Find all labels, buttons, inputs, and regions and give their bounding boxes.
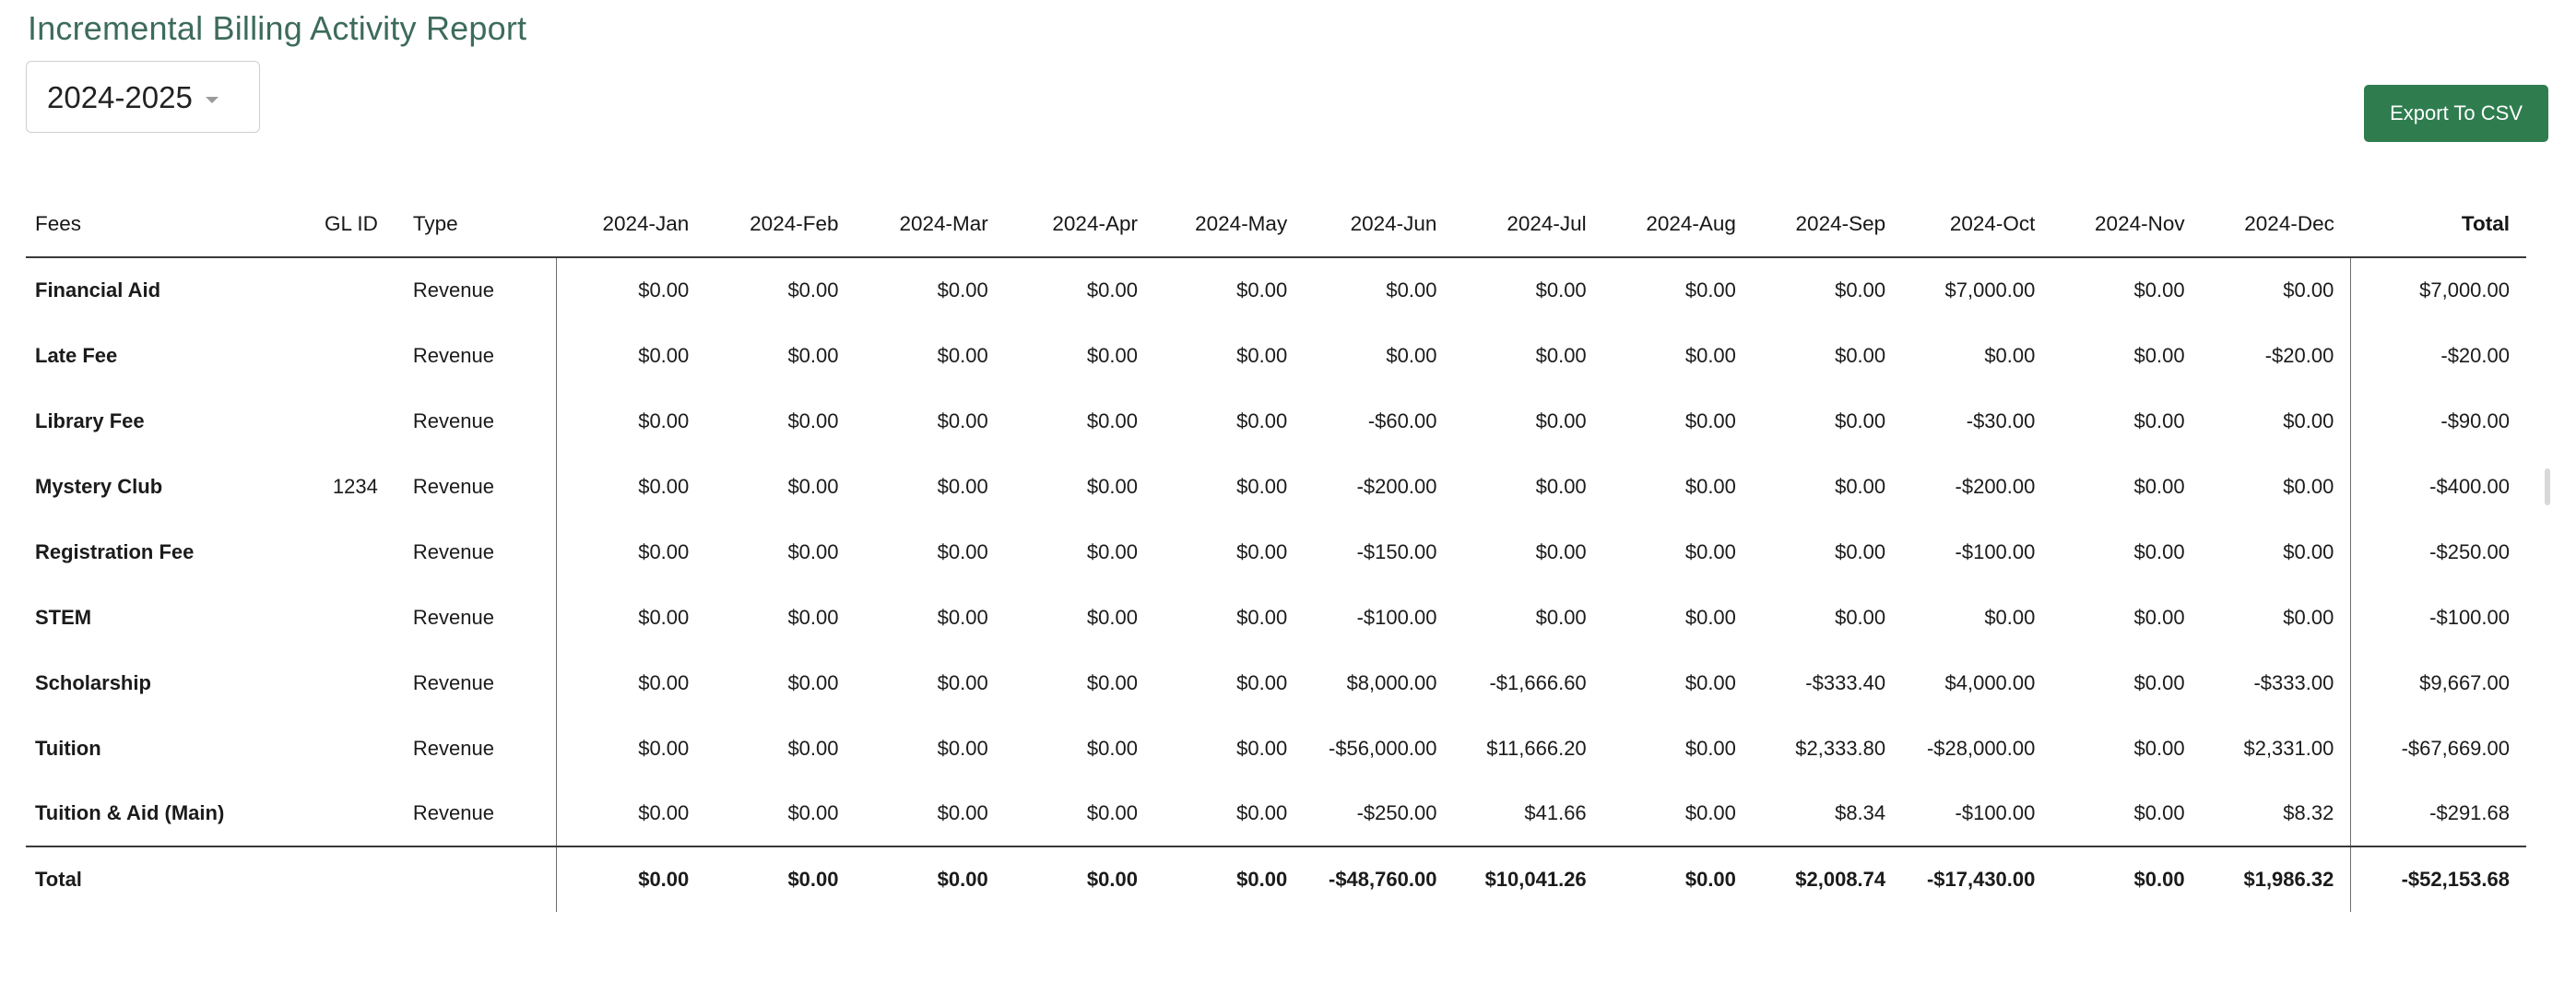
- cell-row-total: $9,667.00: [2351, 650, 2526, 716]
- cell-2024-dec: $8.32: [2283, 801, 2334, 824]
- table-footer: [26, 846, 2526, 912]
- col-header-fees[interactable]: Fees: [26, 192, 310, 257]
- cell-2024-apr: $0.00: [1086, 343, 1138, 367]
- school-year-value: 2024-2025: [47, 79, 193, 114]
- vertical-scrollbar-thumb[interactable]: [2545, 468, 2550, 505]
- cell-2024-may: $0.00: [1236, 736, 1288, 760]
- cell-2024-jul: $0.00: [1535, 605, 1587, 629]
- cell-row-total: -$291.68: [2351, 781, 2526, 846]
- cell-2024-may: $0.00: [1236, 408, 1288, 432]
- cell-row-total: -$400.00: [2351, 454, 2526, 519]
- cell-2024-feb: $0.00: [787, 278, 839, 302]
- cell-type: Revenue: [412, 605, 494, 629]
- cell-2024-mar: $0.00: [937, 474, 988, 498]
- col-header-2024-may[interactable]: 2024-May: [1154, 192, 1304, 257]
- cell-gl-id: 1234: [332, 474, 378, 498]
- cell-2024-oct: -$100.00: [1955, 801, 2036, 824]
- cell-2024-jan: $0.00: [556, 323, 705, 388]
- col-header-gl-id[interactable]: GL ID: [310, 192, 409, 257]
- cell-2024-aug: $0.00: [1684, 801, 1736, 824]
- cell-2024-mar: $0.00: [937, 539, 988, 563]
- col-header-2024-jun[interactable]: 2024-Jun: [1304, 192, 1453, 257]
- cell-2024-dec: $0.00: [2283, 278, 2334, 302]
- cell-type: Revenue: [412, 278, 494, 302]
- cell-2024-mar: $0.00: [937, 801, 988, 824]
- cell-2024-oct: -$200.00: [1955, 474, 2036, 498]
- cell-2024-may: $0.00: [1236, 474, 1288, 498]
- table-row: [26, 388, 2526, 454]
- col-header-total[interactable]: Total: [2351, 192, 2526, 257]
- cell-2024-jul: -$1,666.60: [1489, 670, 1587, 694]
- cell-total-2024-jun: -$48,760.00: [1304, 846, 1453, 912]
- cell-row-total: -$100.00: [2351, 585, 2526, 650]
- cell-2024-jul: $0.00: [1535, 278, 1587, 302]
- cell-2024-apr: $0.00: [1086, 605, 1138, 629]
- cell-2024-may: $0.00: [1236, 539, 1288, 563]
- cell-2024-aug: $0.00: [1684, 736, 1736, 760]
- cell-total-gl-id: [310, 846, 409, 912]
- table-row: [26, 781, 2526, 846]
- col-header-type[interactable]: Type: [409, 192, 556, 257]
- cell-2024-feb: $0.00: [787, 736, 839, 760]
- col-header-2024-oct[interactable]: 2024-Oct: [1902, 192, 2051, 257]
- cell-total-2024-jan: $0.00: [556, 846, 705, 912]
- cell-2024-jun: $8,000.00: [1346, 670, 1437, 694]
- cell-2024-feb: $0.00: [787, 605, 839, 629]
- cell-2024-nov: $0.00: [2133, 474, 2185, 498]
- cell-type: Revenue: [412, 670, 494, 694]
- cell-total-label: Total: [26, 846, 310, 912]
- chevron-down-icon: [206, 97, 219, 103]
- cell-2024-jan: $0.00: [556, 650, 705, 716]
- cell-2024-jun: -$56,000.00: [1329, 736, 1437, 760]
- cell-fee-name: STEM: [35, 605, 92, 629]
- cell-2024-dec: $0.00: [2283, 539, 2334, 563]
- table-row: [26, 716, 2526, 781]
- cell-total-2024-aug: $0.00: [1603, 846, 1753, 912]
- cell-2024-jan: $0.00: [556, 781, 705, 846]
- cell-type: Revenue: [412, 343, 494, 367]
- cell-2024-sep: $0.00: [1835, 343, 1886, 367]
- school-year-dropdown[interactable]: [26, 61, 260, 133]
- cell-2024-jun: -$200.00: [1356, 474, 1437, 498]
- cell-2024-jan: $0.00: [556, 585, 705, 650]
- cell-2024-dec: $0.00: [2283, 408, 2334, 432]
- cell-2024-sep: $2,333.80: [1795, 736, 1886, 760]
- cell-2024-mar: $0.00: [937, 736, 988, 760]
- col-header-2024-dec[interactable]: 2024-Dec: [2202, 192, 2351, 257]
- cell-2024-nov: $0.00: [2133, 343, 2185, 367]
- cell-type: Revenue: [412, 801, 494, 824]
- cell-2024-nov: $0.00: [2133, 670, 2185, 694]
- table-row: [26, 323, 2526, 388]
- cell-2024-dec: $0.00: [2283, 605, 2334, 629]
- cell-2024-feb: $0.00: [787, 474, 839, 498]
- cell-2024-sep: $0.00: [1835, 605, 1886, 629]
- cell-2024-apr: $0.00: [1086, 736, 1138, 760]
- cell-fee-name: Library Fee: [35, 408, 145, 432]
- cell-fee-name: Scholarship: [35, 670, 151, 694]
- cell-2024-apr: $0.00: [1086, 408, 1138, 432]
- report-table-container: [26, 192, 2550, 912]
- col-header-2024-apr[interactable]: 2024-Apr: [1005, 192, 1154, 257]
- cell-total-2024-feb: $0.00: [705, 846, 855, 912]
- cell-fee-name: Mystery Club: [35, 474, 163, 498]
- cell-2024-sep: $0.00: [1835, 408, 1886, 432]
- cell-row-total: -$20.00: [2351, 323, 2526, 388]
- cell-2024-nov: $0.00: [2133, 736, 2185, 760]
- cell-type: Revenue: [412, 408, 494, 432]
- cell-2024-sep: -$333.40: [1805, 670, 1886, 694]
- cell-row-total: -$250.00: [2351, 519, 2526, 585]
- cell-grand-total: -$52,153.68: [2351, 846, 2526, 912]
- cell-total-2024-may: $0.00: [1154, 846, 1304, 912]
- table-row: [26, 519, 2526, 585]
- cell-2024-sep: $0.00: [1835, 278, 1886, 302]
- cell-2024-mar: $0.00: [937, 605, 988, 629]
- cell-total-type: [409, 846, 556, 912]
- cell-total-2024-apr: $0.00: [1005, 846, 1154, 912]
- cell-2024-jun: -$250.00: [1356, 801, 1437, 824]
- page-title: Incremental Billing Activity Report: [28, 9, 527, 47]
- cell-2024-dec: $2,331.00: [2243, 736, 2334, 760]
- cell-2024-may: $0.00: [1236, 670, 1288, 694]
- cell-type: Revenue: [412, 736, 494, 760]
- cell-2024-mar: $0.00: [937, 343, 988, 367]
- cell-2024-apr: $0.00: [1086, 801, 1138, 824]
- cell-fee-name: Tuition: [35, 736, 101, 760]
- cell-gl-id: [310, 585, 409, 650]
- cell-type: Revenue: [412, 474, 494, 498]
- cell-total-2024-nov: $0.00: [2051, 846, 2201, 912]
- cell-2024-jan: $0.00: [556, 257, 705, 323]
- cell-2024-oct: -$28,000.00: [1926, 736, 2036, 760]
- cell-2024-oct: $0.00: [1984, 343, 2036, 367]
- cell-gl-id: [310, 388, 409, 454]
- cell-gl-id: [310, 650, 409, 716]
- cell-fee-name: Late Fee: [35, 343, 118, 367]
- col-header-2024-feb[interactable]: 2024-Feb: [705, 192, 855, 257]
- cell-2024-jul: $41.66: [1524, 801, 1587, 824]
- cell-2024-jan: $0.00: [556, 388, 705, 454]
- cell-2024-mar: $0.00: [937, 670, 988, 694]
- cell-2024-feb: $0.00: [787, 801, 839, 824]
- cell-2024-aug: $0.00: [1684, 539, 1736, 563]
- cell-2024-apr: $0.00: [1086, 670, 1138, 694]
- cell-2024-aug: $0.00: [1684, 408, 1736, 432]
- cell-2024-sep: $8.34: [1835, 801, 1886, 824]
- cell-2024-may: $0.00: [1236, 343, 1288, 367]
- incremental-billing-table: [26, 192, 2526, 912]
- cell-2024-apr: $0.00: [1086, 278, 1138, 302]
- cell-2024-sep: $0.00: [1835, 474, 1886, 498]
- cell-2024-jun: $0.00: [1386, 278, 1437, 302]
- cell-2024-jan: $0.00: [556, 454, 705, 519]
- cell-2024-aug: $0.00: [1684, 278, 1736, 302]
- cell-2024-jul: $0.00: [1535, 408, 1587, 432]
- table-row: [26, 650, 2526, 716]
- cell-2024-oct: $4,000.00: [1944, 670, 2036, 694]
- cell-total-2024-sep: $2,008.74: [1753, 846, 1902, 912]
- cell-2024-feb: $0.00: [787, 670, 839, 694]
- cell-2024-jan: $0.00: [556, 519, 705, 585]
- cell-total-2024-oct: -$17,430.00: [1902, 846, 2051, 912]
- table-row: [26, 454, 2526, 519]
- cell-2024-nov: $0.00: [2133, 539, 2185, 563]
- cell-2024-jan: $0.00: [556, 716, 705, 781]
- cell-total-2024-mar: $0.00: [856, 846, 1005, 912]
- cell-2024-oct: -$100.00: [1955, 539, 2036, 563]
- cell-gl-id: [310, 519, 409, 585]
- col-header-2024-aug[interactable]: 2024-Aug: [1603, 192, 1753, 257]
- cell-2024-may: $0.00: [1236, 278, 1288, 302]
- cell-2024-mar: $0.00: [937, 278, 988, 302]
- cell-row-total: $7,000.00: [2351, 257, 2526, 323]
- col-header-2024-sep[interactable]: 2024-Sep: [1753, 192, 1902, 257]
- cell-2024-aug: $0.00: [1684, 343, 1736, 367]
- cell-2024-sep: $0.00: [1835, 539, 1886, 563]
- cell-2024-feb: $0.00: [787, 408, 839, 432]
- table-header: [26, 192, 2526, 257]
- cell-gl-id: [310, 257, 409, 323]
- cell-2024-jun: $0.00: [1386, 343, 1437, 367]
- cell-2024-jul: $0.00: [1535, 474, 1587, 498]
- cell-2024-aug: $0.00: [1684, 670, 1736, 694]
- col-header-2024-jul[interactable]: 2024-Jul: [1453, 192, 1602, 257]
- cell-2024-mar: $0.00: [937, 408, 988, 432]
- table-header-row: [26, 192, 2526, 257]
- cell-total-2024-jul: $10,041.26: [1453, 846, 1602, 912]
- col-header-2024-mar[interactable]: 2024-Mar: [856, 192, 1005, 257]
- cell-row-total: -$67,669.00: [2351, 716, 2526, 781]
- table-total-row: [26, 846, 2526, 912]
- cell-2024-jul: $0.00: [1535, 539, 1587, 563]
- export-to-csv-button[interactable]: Export To CSV: [2364, 85, 2548, 142]
- cell-row-total: -$90.00: [2351, 388, 2526, 454]
- cell-2024-dec: -$20.00: [2264, 343, 2334, 367]
- cell-2024-may: $0.00: [1236, 605, 1288, 629]
- cell-gl-id: [310, 323, 409, 388]
- cell-2024-nov: $0.00: [2133, 408, 2185, 432]
- cell-2024-dec: -$333.00: [2253, 670, 2334, 694]
- cell-2024-apr: $0.00: [1086, 474, 1138, 498]
- cell-gl-id: [310, 716, 409, 781]
- cell-2024-nov: $0.00: [2133, 605, 2185, 629]
- cell-fee-name: Registration Fee: [35, 539, 195, 563]
- cell-2024-oct: $0.00: [1984, 605, 2036, 629]
- col-header-2024-jan[interactable]: 2024-Jan: [556, 192, 705, 257]
- table-body: [26, 257, 2526, 846]
- cell-2024-aug: $0.00: [1684, 474, 1736, 498]
- cell-2024-nov: $0.00: [2133, 278, 2185, 302]
- report-toolbar: [26, 61, 2550, 149]
- cell-2024-nov: $0.00: [2133, 801, 2185, 824]
- cell-2024-jun: -$100.00: [1356, 605, 1437, 629]
- cell-type: Revenue: [412, 539, 494, 563]
- col-header-2024-nov[interactable]: 2024-Nov: [2051, 192, 2201, 257]
- table-row: [26, 585, 2526, 650]
- cell-gl-id: [310, 781, 409, 846]
- cell-2024-jul: $0.00: [1535, 343, 1587, 367]
- cell-2024-dec: $0.00: [2283, 474, 2334, 498]
- cell-2024-jul: $11,666.20: [1486, 736, 1587, 760]
- cell-2024-oct: -$30.00: [1966, 408, 2036, 432]
- cell-2024-feb: $0.00: [787, 343, 839, 367]
- cell-2024-feb: $0.00: [787, 539, 839, 563]
- table-row: [26, 257, 2526, 323]
- cell-2024-jun: -$60.00: [1367, 408, 1437, 432]
- cell-2024-may: $0.00: [1236, 801, 1288, 824]
- cell-fee-name: Financial Aid: [35, 278, 161, 302]
- cell-total-2024-dec: $1,986.32: [2202, 846, 2351, 912]
- cell-2024-aug: $0.00: [1684, 605, 1736, 629]
- cell-2024-apr: $0.00: [1086, 539, 1138, 563]
- cell-fee-name: Tuition & Aid (Main): [35, 801, 225, 824]
- cell-2024-jun: -$150.00: [1356, 539, 1437, 563]
- cell-2024-oct: $7,000.00: [1944, 278, 2036, 302]
